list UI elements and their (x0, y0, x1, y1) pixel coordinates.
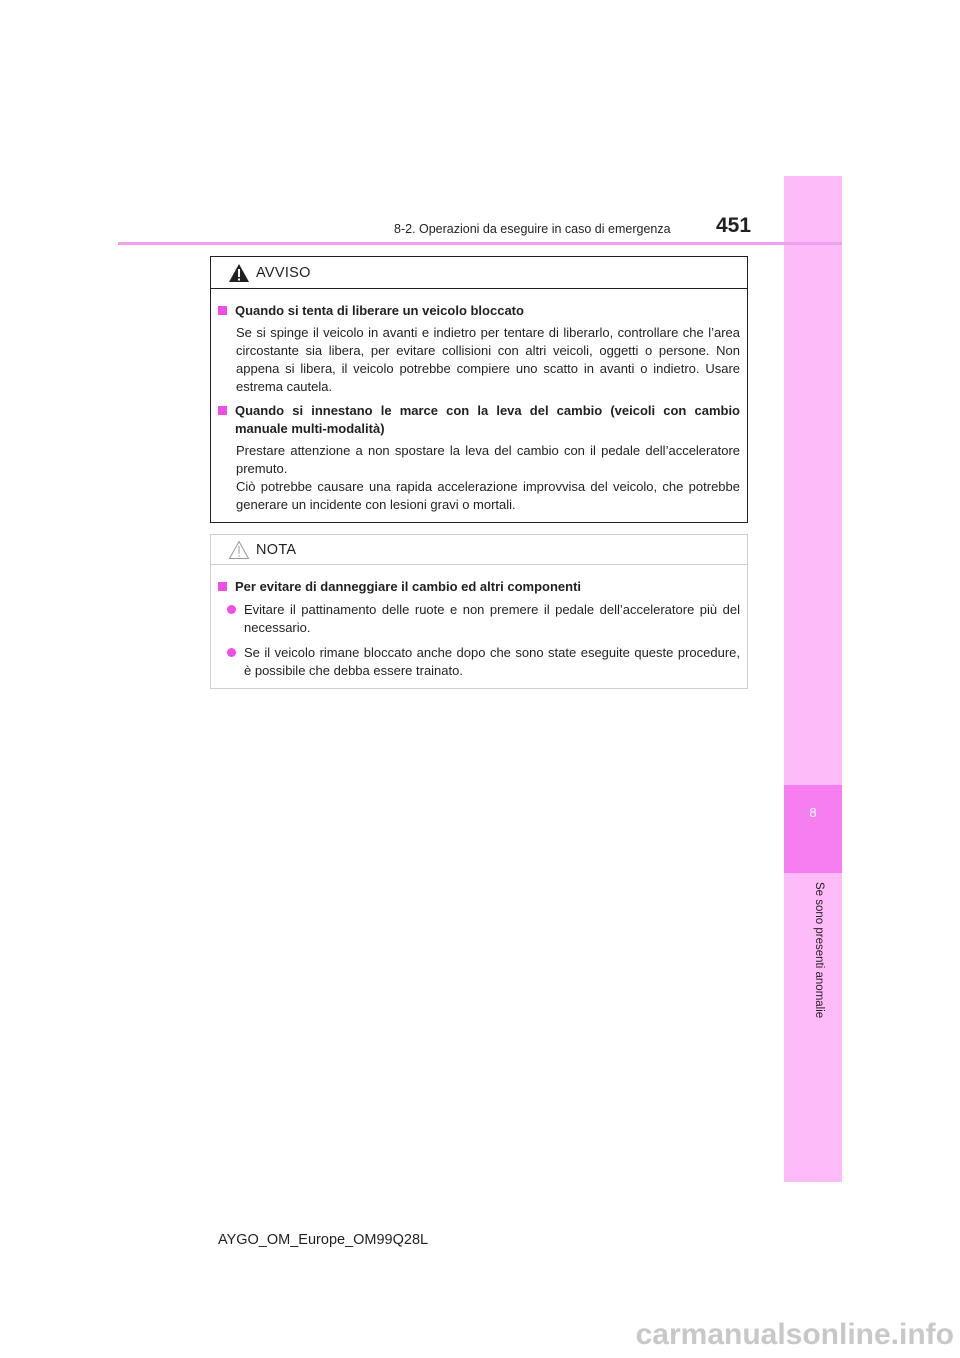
warning-item-body-line: Ciò potrebbe causare una rapida accelerazione improvvisa del veicolo, che potrebbe generare un incidente con lesioni gravi o mortali. (236, 479, 740, 512)
circle-bullet-icon (227, 648, 236, 657)
warning-box-content (211, 289, 747, 514)
notice-box-header (211, 535, 747, 565)
warning-item-heading: Quando si innestano le marce con la leva del cambio (veicoli con cambio manuale multi-modalità) (218, 402, 740, 438)
warning-item-body (236, 442, 740, 514)
warning-item-body: Se si spinge il veicolo in avanti e indietro per tentare di liberarlo, controllare che l’area circostante sia libera, per evitare collisioni con altri veicoli, oggetti o persone. Non appena si libera, il veicolo potrebbe compiere uno scatto in avanti o indietro. Usare estrema cautela. (236, 325, 740, 394)
warning-item-body-line: Prestare attenzione a non spostare la leva del cambio con il pedale dell’acceleratore premuto. (236, 443, 740, 476)
side-tab (784, 176, 842, 1182)
notice-box (210, 534, 748, 689)
header-rule (118, 242, 842, 245)
document-code: AYGO_OM_Europe_OM99Q28L (218, 1232, 429, 1248)
warning-box-title: AVVISO (256, 264, 311, 281)
warning-item-heading: Quando si tenta di liberare un veicolo bloccato (218, 302, 740, 320)
warning-triangle-icon (228, 263, 250, 283)
circle-bullet-icon (227, 605, 236, 614)
square-bullet-icon (218, 582, 227, 591)
square-bullet-icon (218, 406, 227, 415)
page-number: 451 (716, 214, 752, 237)
notice-item-heading: Per evitare di danneggiare il cambio ed altri componenti (218, 578, 740, 596)
warning-box (210, 256, 748, 523)
notice-box-title: NOTA (256, 541, 297, 558)
caution-triangle-icon (228, 540, 250, 560)
chapter-title: Se sono presenti anomalie (813, 882, 825, 1019)
notice-bullet-item: Se il veicolo rimane bloccato anche dopo che sono state eseguite queste procedure, è possibile che debba essere trainato. (227, 644, 740, 680)
square-bullet-icon (218, 306, 227, 315)
warning-box-header (211, 257, 747, 289)
chapter-number-box (784, 785, 842, 873)
watermark: carmanualsonline.info (635, 1318, 954, 1351)
notice-bullet-item: Evitare il pattinamento delle ruote e non premere il pedale dell’acceleratore più del necessario. (227, 601, 740, 637)
section-title: 8-2. Operazioni da eseguire in caso di emergenza (394, 222, 671, 236)
notice-box-content (211, 565, 747, 680)
chapter-number: 8 (809, 805, 817, 820)
